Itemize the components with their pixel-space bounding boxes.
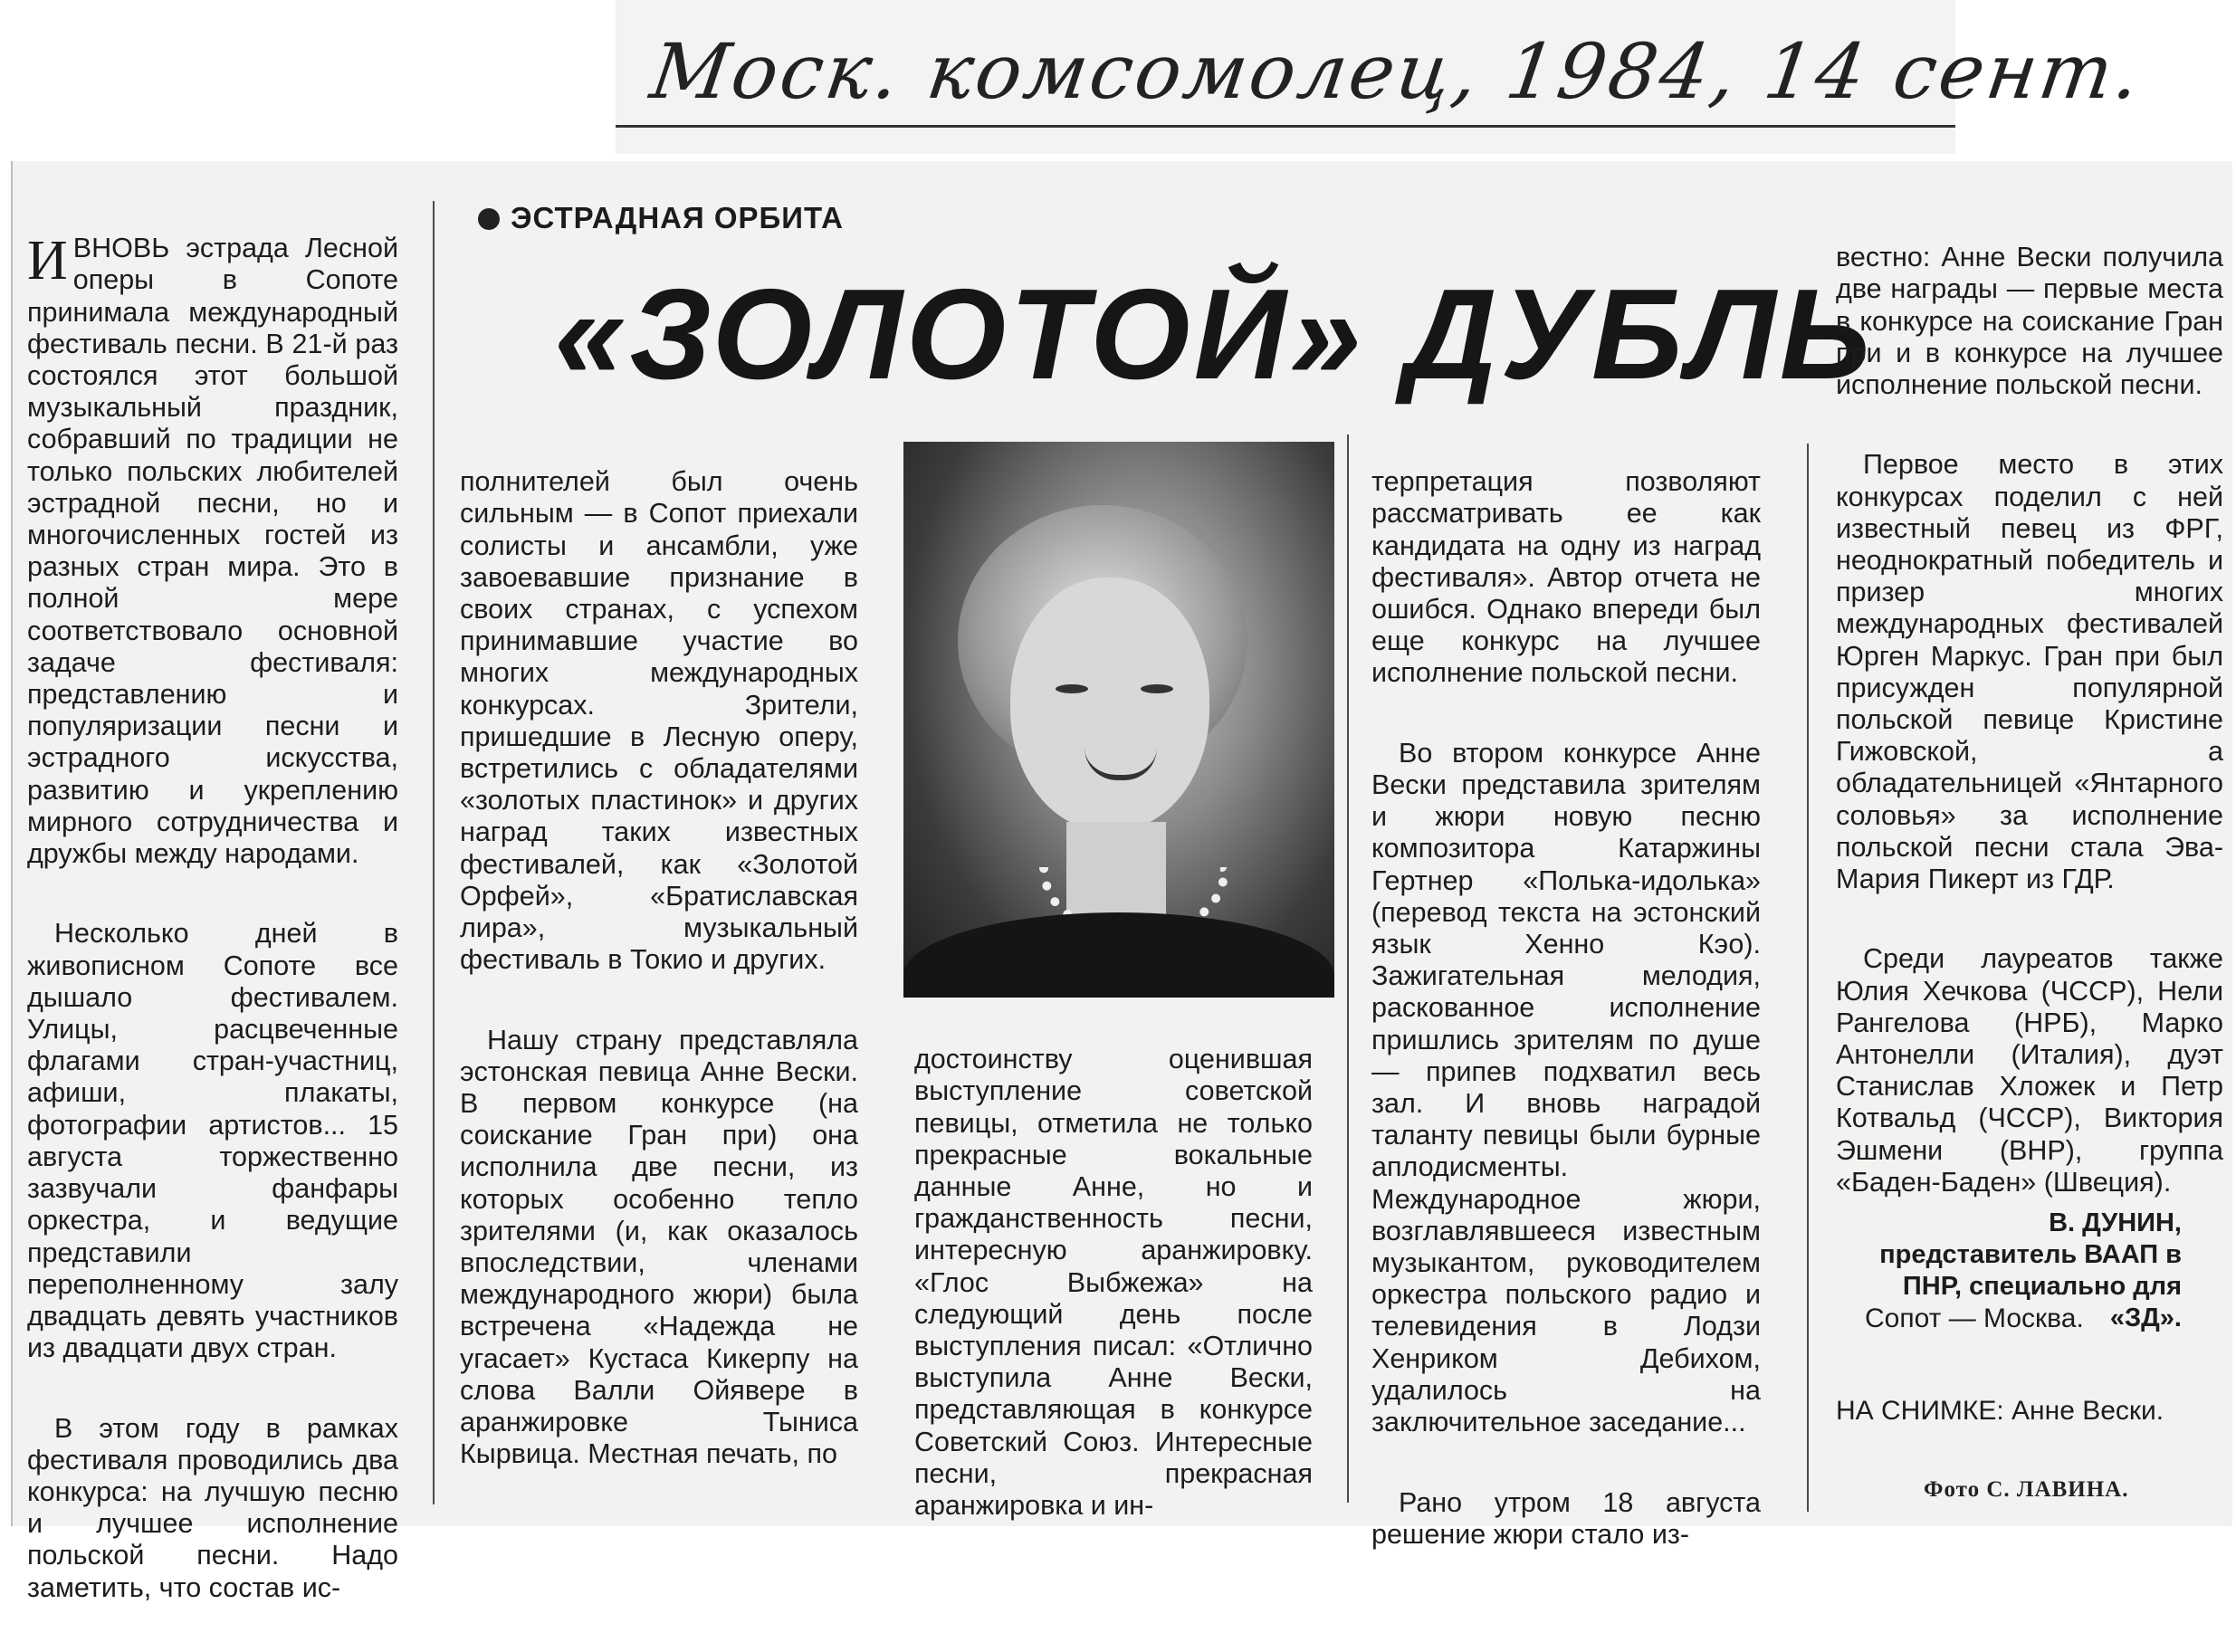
photo-caption: НА СНИМКЕ: Анне Вески. (1836, 1396, 2164, 1426)
article-column-5 (1836, 210, 2223, 1246)
paragraph: вестно: Анне Вески получила две награды — первые места в конкурсе на соискание Гран при и в конкурсе на лучшее исполнение польской песни. (1836, 242, 2223, 401)
photo-credit: Фото С. ЛАВИНА. (1924, 1477, 2129, 1502)
article-column-1 (27, 201, 398, 1652)
paragraph: В этом году в рамках фестиваля проводились два конкурса: на лучшую песню и лучшее исполнение польской песни. Надо заметить, что состав ис- (27, 1412, 398, 1603)
paragraph: полнителей был очень сильным — в Сопот приехали солисты и ансамбли, уже завоевавшие признание в своих странах, с успехом принимавшие участие во многих международных конкурсах. Зрители, пришедшие в Лесную оперу, встретились с обладателями «золотых пластинок» и других наград таких известных фестивалей, как «Золотой Орфей», «Братиславская лира», музыкальный фестиваль в Токио и других. (460, 466, 858, 976)
dateline-place: Сопот — Москва. (1865, 1303, 2084, 1333)
paragraph: Первое место в этих конкурсах поделил с ней известный певец из ФРГ, неоднократный победитель и призер многих международных фестивалей Юрген Маркус. Гран при был присужден популярной польской певице Кристине Гижовской, а обладательницей «Янтарного соловья» за исполнение польской песни стала Эва-Мария Пикерт из ГДР. (1836, 449, 2223, 895)
paragraph: Во втором конкурсе Анне Вески представила зрителям и жюри новую песню композитора Катаржины Гертнер «Полька-идолька» (перевод текста на эстонский язык Хенно Кэо). Зажигательная мелодия, раскованное исполнение пришлись зрителям по душе — припев подхватил весь зал. И вновь наградой таланту певицы были бурные аплодисменты. Международное жюри, возглавлявшееся известным музыкантом, руководителем оркестра польского радио и телевидения в Лодзи Хенриком Дебихом, удалилось на заключительное заседание... (1371, 737, 1761, 1438)
article-column-4 (1371, 434, 1761, 1599)
article-column-3 (914, 1012, 1313, 1570)
article-column-2 (460, 434, 858, 1519)
column-divider (1807, 444, 1809, 1512)
bullet-icon (478, 208, 500, 230)
headline: «ЗОЛОТОЙ» ДУБЛЬ (554, 263, 1875, 406)
photo-anne-veski (903, 442, 1334, 998)
paragraph: достоинству оценившая выступление советской певицы, отметила не только прекрасные вокальные данные Анне, но и гражданственность песни, интересную аранжировку. «Глос Выбжежа» на следующий день после выступления писал: «Отлично выступила Анне Вески, представляющая в конкурсе Советский Союз. Интересные песни, прекрасная аранжировка и ин- (914, 1044, 1313, 1522)
column-divider (1347, 434, 1349, 1503)
handwritten-source-note: Моск. комсомолец, 1984, 14 сент. (645, 27, 2148, 116)
paragraph: терпретация позволяют рассматривать ее как кандидата на одну из наград фестиваля». Автор отчета не ошибся. Однако впереди был еще конкурс на лучшее исполнение польской песни. (1371, 466, 1761, 689)
section-rubric: ЭСТРАДНАЯ ОРБИТА (478, 201, 844, 235)
author-name: В. ДУНИН, (2049, 1208, 2182, 1237)
column-divider (433, 201, 435, 1504)
handnote-underline (616, 125, 1955, 128)
paragraph: Нашу страну представляла эстонская певица Анне Вески. В первом конкурсе (на соискание Гран при) она исполнила две песни, из которых особенно тепло зрителями (и, как оказалось впоследствии, членами международного жюри) была встречена «Надежда не угасает» Кустаса Кикерпу на слова Валли Ойявере в аранжировке Тыниса Кырвица. Местная печать, по (460, 1024, 858, 1470)
paragraph: ИВНОВЬ эстрада Лесной оперы в Сопоте принимала международный фестиваль песни. В 21-й раз состоялся этот большой музыкальный праздник, собравший по традиции не только польских любителей эстрадной песни, но и многочисленных гостей из разных стран мира. Это в полной мере соответствовало основной задаче фестиваля: представлению и популяризации песни и эстрадного искусства, развитию и укреплению мирного сотрудничества и дружбы между народами. (27, 230, 398, 870)
paragraph: Несколько дней в живописном Сопоте все дышало фестивалем. Улицы, расцвеченные флагами стран-участниц, афиши, плакаты, фотографии артистов... 15 августа торжественно зазвучали фанфары оркестра, и ведущие представили переполненному залу двадцать девять участников из двадцати двух стран. (27, 918, 398, 1364)
paragraph: Среди лауреатов также Юлия Хечкова (ЧССР), Нели Рангелова (НРБ), Марко Антонелли (Италия), дуэт Станислав Хложек и Петр Котвальд (ЧССР), Виктория Эшмени (ВНР), группа «Баден-Баден» (Швеция). (1836, 943, 2223, 1198)
paragraph: Рано утром 18 августа решение жюри стало из- (1371, 1486, 1761, 1550)
drop-cap: И (27, 230, 68, 292)
author-role: представитель ВААП в ПНР, специально для «ЗД». (1879, 1240, 2182, 1332)
